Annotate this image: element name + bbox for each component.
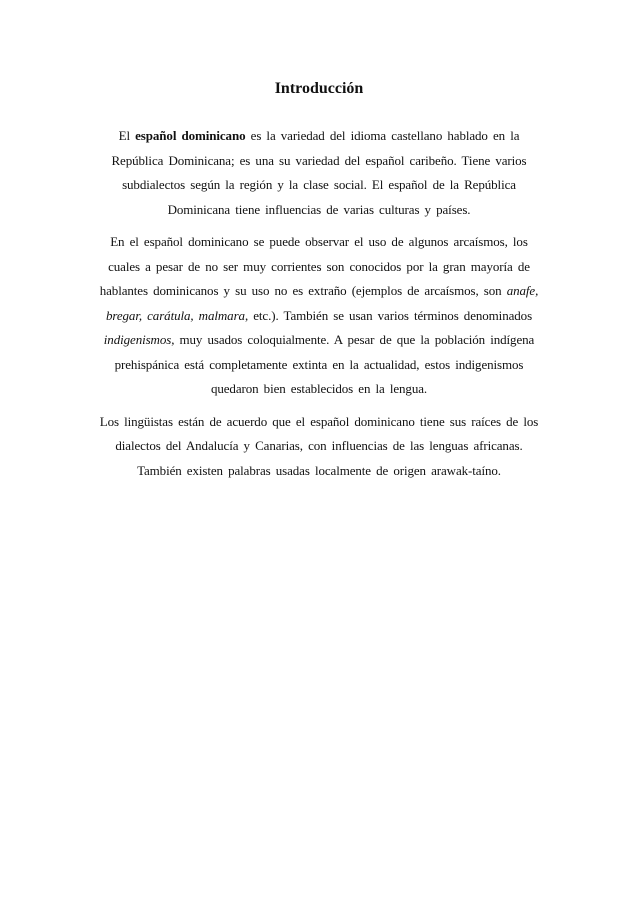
paragraph-archaisms — [94, 230, 544, 402]
text-span: , etc.). También se usan varios términos denominados — [244, 307, 533, 323]
paragraph-origins — [94, 410, 544, 484]
text-span: , muy usados coloquialmente. A pesar de que la población indígena prehispánica está completamente extinta en la actualidad, estos indigenismos quedaron bien establecidos en la lengua. — [114, 332, 535, 396]
text-span: En el español dominicano se puede observar el uso de algunos arcaísmos, los cuales a pesar de no ser muy corrientes son conocidos por la gran mayoría de hablantes dominicanos y su uso no es extraño (ejemplos de arcaísmos, son — [99, 234, 530, 298]
text-span: El — [118, 128, 136, 143]
italic-examples: anafe, bregar, carátula, malmara — [105, 283, 539, 323]
bold-term: español dominicano — [135, 128, 246, 143]
document-body — [94, 124, 544, 491]
italic-term: indigenismos — [103, 332, 172, 347]
page-title: Introducción — [274, 80, 364, 97]
text-span: es la variedad del idioma castellano hablado en la República Dominicana; es una su variedad del español caribeño. Tiene varios subdialectos según la región y la clase social. El español de la República Dominicana tiene influencias de varias culturas y países. — [111, 128, 527, 217]
text-span: Los lingüistas están de acuerdo que el español dominicano tiene sus raíces de los dialectos del Andalucía y Canarias, con influencias de las lenguas africanas. También existen palabras usadas localmente de origen arawak-taíno. — [99, 413, 539, 478]
paragraph-intro — [94, 124, 544, 222]
